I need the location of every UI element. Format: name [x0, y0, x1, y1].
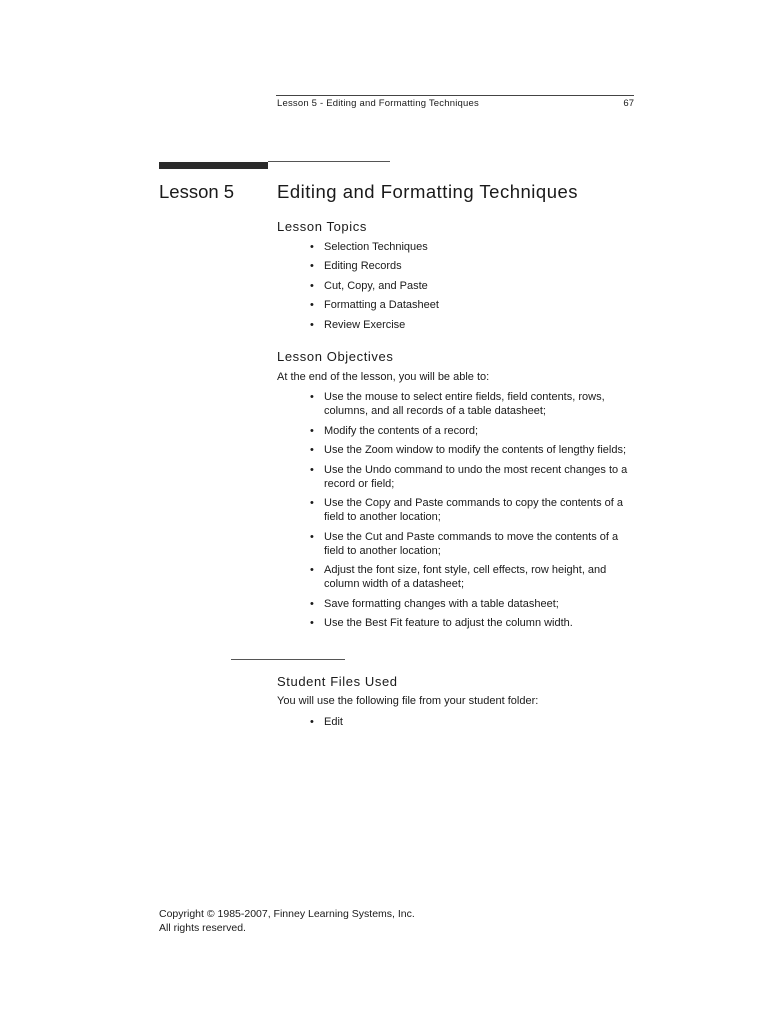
list-item: • Use the Cut and Paste commands to move the contents of a field to another location;: [310, 530, 635, 558]
student-files-heading: Student Files Used: [277, 674, 398, 689]
list-item: • Formatting a Datasheet: [310, 298, 439, 312]
list-item: • Adjust the font size, font style, cell effects, row height, and column width of a datasheet;: [310, 563, 635, 591]
list-item: • Review Exercise: [310, 318, 439, 332]
list-item: • Save formatting changes with a table datasheet;: [310, 597, 635, 611]
lesson-number: Lesson 5: [159, 181, 235, 202]
section-divider: [231, 659, 345, 660]
header-rule: [276, 95, 634, 96]
student-files-intro: You will use the following file from your student folder:: [277, 695, 539, 707]
list-item: • Selection Techniques: [310, 240, 439, 254]
list-item: • Use the Copy and Paste commands to copy the contents of a field to another location;: [310, 496, 635, 524]
rights-text: All rights reserved.: [159, 922, 246, 934]
student-files-list: [310, 715, 343, 729]
objectives-heading: Lesson Objectives: [277, 349, 394, 364]
topics-list: [310, 240, 439, 337]
list-item: • Use the Zoom window to modify the contents of lengthy fields;: [310, 443, 635, 457]
list-item: • Cut, Copy, and Paste: [310, 279, 439, 293]
copyright-text: Copyright © 1985-2007, Finney Learning Systems, Inc.: [159, 908, 415, 920]
copyright-footer: [159, 907, 415, 935]
objectives-list: [310, 390, 635, 636]
running-header-title: Lesson 5 - Editing and Formatting Techniques: [277, 98, 479, 109]
list-item: • Modify the contents of a record;: [310, 424, 635, 438]
topics-heading: Lesson Topics: [277, 219, 367, 234]
page-number: 67: [623, 98, 634, 109]
list-item: • Use the Undo command to undo the most recent changes to a record or field;: [310, 463, 635, 491]
list-item: • Edit: [310, 715, 343, 729]
list-item: • Use the mouse to select entire fields, field contents, rows, columns, and all records of a table datasheet;: [310, 390, 635, 418]
title-accent-rule: [268, 161, 390, 162]
objectives-intro: At the end of the lesson, you will be able to:: [277, 371, 490, 383]
list-item: • Editing Records: [310, 259, 439, 273]
list-item: • Use the Best Fit feature to adjust the column width.: [310, 616, 635, 630]
lesson-title: Editing and Formatting Techniques: [277, 181, 579, 202]
title-accent-bar: [159, 162, 268, 169]
